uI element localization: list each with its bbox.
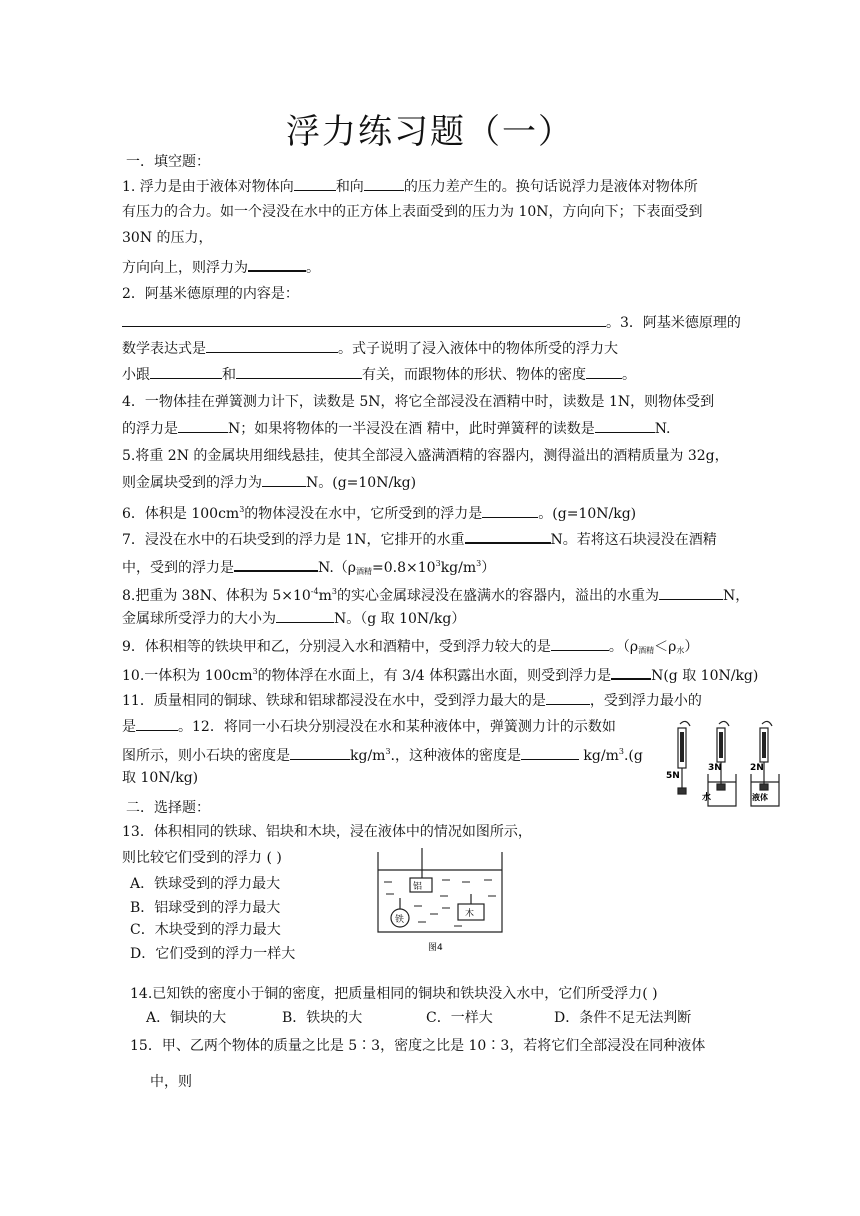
question-10: 10.一体积为 $100cm^3$的物体浮在水面上，有 3/4 体积露出水面，则受到浮力是 N(g 取 10N/kg) [122,662,758,686]
question-7-line-2: 中，受到的浮力是 $N.(\rho_{酒精}=0.8\times 10^3kg/m^3)$ [122,554,495,582]
buoyancy-container-figure [370,846,510,956]
question-8-line-2: 金属球所受浮力的大小为 N。（g 取 10N/kg） [122,608,465,629]
question-8-line-1: 8.把重为 38N、体积为 $5\times 10^{-4}m^3$的实心金属球浸没在盛满水的容器内，溢出的水重为 N， [122,587,750,604]
question-1-line-4: 方向向上，则浮力为 。 [122,256,320,278]
answer-blank[interactable] [248,256,306,272]
page-title: 浮力练习题（一） [286,112,574,152]
label-2n: 2N [750,763,764,773]
answer-blank[interactable] [611,664,651,680]
question-14-option-d[interactable]: D．条件不足无法判断 [554,1010,692,1026]
label-water: 水 [702,793,712,803]
answer-blank[interactable] [290,745,350,760]
question-14-option-a[interactable]: A．铜块的大 [146,1010,227,1026]
answer-blank[interactable] [276,608,334,623]
question-13-option-a[interactable]: A．铁球受到的浮力最大 [130,876,281,892]
answer-blank[interactable] [482,503,538,518]
label-wood: 木 [465,909,475,919]
question-13-option-c[interactable]: C．木块受到的浮力最大 [130,922,281,938]
answer-blank[interactable] [595,418,655,433]
section-choice-heading: 二．选择题： [126,800,210,816]
question-14-option-c[interactable]: C．一样大 [426,1010,493,1026]
answer-blank[interactable] [206,338,338,353]
question-5-line-1: 5.将重 2N 的金属块用细线悬挂，使其全部浸入盛满酒精的容器内，测得溢出的酒精质量为 32g， [122,448,729,464]
question-3-line-1: 数学表达式是 。式子说明了浸入液体中的物体所受的浮力大 [122,338,618,359]
question-1-line-1: 1. 浮力是由于液体对物体向 和向 的压力差产生的。换句话说浮力是液体对物体所 [122,176,698,197]
label-liquid: 液体 [752,793,768,802]
answer-blank[interactable] [136,716,178,731]
answer-blank[interactable] [551,636,609,651]
question-6: 6．体积是 $100cm^3$的物体浸没在水中，它所受到的浮力是 。(g=10N/kg) [122,505,637,522]
answer-blank[interactable] [236,364,362,379]
question-13-option-d[interactable]: D．它们受到的浮力一样大 [130,946,296,962]
question-1-line-2: 有压力的合力。如一个浸没在水中的正方体上表面受到的压力为 10N，方向向下；下表面受到 [122,204,703,220]
question-14-option-b[interactable]: B．铁块的大 [282,1010,363,1026]
answer-blank[interactable] [294,176,336,191]
answer-blank[interactable] [262,472,306,487]
question-4-line-1: 4．一物体挂在弹簧测力计下，读数是 5N，将它全部浸没在酒精中时，读数是 1N，则物体受到 [122,394,715,410]
section-fill-in-heading: 一．填空题： [126,154,210,170]
question-14-stem: 14.已知铁的密度小于铜的密度，把质量相同的铜块和铁块没入水中，它们所受浮力( ) [130,986,658,1002]
answer-blank[interactable] [546,690,590,705]
spring-scale-figure [664,718,794,820]
answer-blank[interactable] [122,312,606,327]
answer-blank[interactable] [659,585,723,600]
question-11-line-2: 是 。12．将同一小石块分别浸没在水和某种液体中，弹簧测力计的示数如 [122,716,616,737]
question-13-line-1: 13．体积相同的铁球、铝块和木块，浸在液体中的情况如图所示， [122,824,532,840]
question-15-line-1: 15．甲、乙两个物体的质量之比是 5∶3，密度之比是 10∶3，若将它们全部浸没在同种液体 [130,1038,706,1054]
answer-blank[interactable] [364,176,404,191]
label-aluminum: 铝 [413,882,423,892]
answer-blank[interactable] [150,364,222,379]
figure-caption: 图4 [428,943,443,953]
question-13-line-2: 则比较它们受到的浮力 ( ) [122,850,282,866]
label-3n: 3N [708,763,722,773]
answer-blank[interactable] [586,364,622,379]
answer-blank[interactable] [521,745,579,760]
question-9: 9．体积相等的铁块甲和乙，分别浸入水和酒精中，受到浮力较大的是 。$(\rho_{酒精}<\rho_水)$ [122,636,698,661]
question-12-line-2: 图所示，则小石块的密度是 $kg/m^3$.，这种液体的密度是 $kg/m^3.(g$ [122,747,643,764]
question-5-line-2: 则金属块受到的浮力为 N。(g=10N/kg) [122,472,416,493]
answer-blank[interactable] [178,418,228,433]
question-1-line-3: 30N 的压力， [122,230,213,246]
label-iron: 铁 [395,915,405,925]
question-3-line-2: 小跟 和 有关，而跟物体的形状、物体的密度 。 [122,364,636,385]
question-7-line-1: 7．浸没在水中的石块受到的浮力是 1N，它排开的水重 N。若将这石块浸没在酒精 [122,528,717,550]
label-5n: 5N [666,771,680,781]
answer-blank[interactable] [234,556,318,572]
question-2-line-1: 2．阿基米德原理的内容是： [122,286,299,302]
question-11-line-1: 11．质量相同的铜球、铁球和铝球都浸没在水中，受到浮力最大的是 ，受到浮力最小的 [122,690,702,711]
question-4-line-2: 的浮力是 N；如果将物体的一半浸没在酒 精中，此时弹簧秤的读数是 N. [122,418,671,439]
question-12-line-3: 取 10N/kg) [122,770,199,786]
question-15-line-2: 中，则 [150,1074,192,1090]
question-13-option-b[interactable]: B．铝球受到的浮力最大 [130,900,281,916]
question-2-line-2: 。3．阿基米德原理的 [122,312,741,333]
answer-blank[interactable] [465,528,551,544]
